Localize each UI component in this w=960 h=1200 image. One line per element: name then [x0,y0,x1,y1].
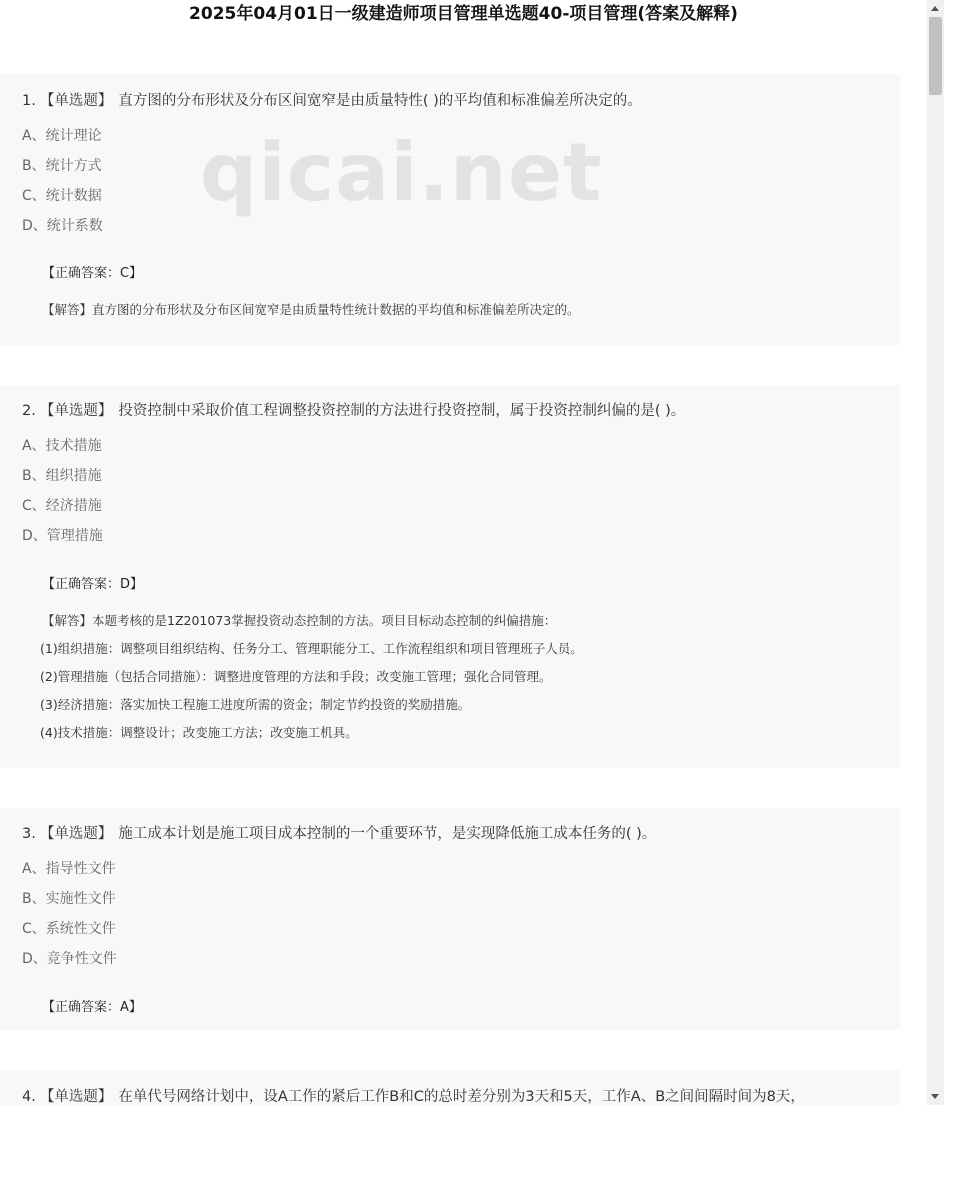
explanation-measure: (3)经济措施：落实加快工程施工进度所需的资金；制定节约投资的奖励措施。 [40,697,471,712]
question-card [0,385,900,768]
question-card [0,1070,900,1105]
question-stem [22,1087,805,1105]
explanation: 【解答】直方图的分布形状及分布区间宽窄是由质量特性统计数据的平均值和标准偏差所决定的。 [42,302,580,317]
question-type: 【单选题】 [39,826,113,842]
question-card [0,74,900,345]
question-text: 在单代号网络计划中，设A工作的紧后工作B和C的总时差分别为3天和5天，工作A、B之间间隔时间为8天， [118,1089,805,1105]
question-text: 投资控制中采取价值工程调整投资控制的方法进行投资控制，属于投资控制纠偏的是( )。 [118,403,686,419]
watermark: qicai.net [200,126,603,219]
scrollbar-thumb[interactable] [929,17,942,95]
explanation-measure: (4)技术措施：调整设计；改变施工方法；改变施工机具。 [40,725,358,740]
correct-answer: 【正确答案：A】 [42,1000,142,1015]
correct-answer: 【正确答案：D】 [42,577,144,592]
option-a[interactable]: A、指导性文件 [22,861,116,877]
option-b[interactable]: B、统计方式 [22,158,102,174]
question-stem [22,91,642,111]
question-type: 【单选题】 [39,93,113,109]
question-number: 1. [22,93,36,109]
question-stem [22,401,685,421]
option-b[interactable]: B、实施性文件 [22,891,116,907]
option-d[interactable]: D、竞争性文件 [22,951,117,967]
option-c[interactable]: C、系统性文件 [22,921,116,937]
option-d[interactable]: D、管理措施 [22,528,103,544]
question-number: 3. [22,826,36,842]
option-b[interactable]: B、组织措施 [22,468,102,484]
question-type: 【单选题】 [39,403,113,419]
question-type: 【单选题】 [39,1089,113,1105]
vertical-scrollbar[interactable] [927,0,944,1105]
option-d[interactable]: D、统计系数 [22,218,103,234]
explanation: 【解答】本题考核的是1Z201073掌握投资动态控制的方法。项目目标动态控制的纠偏措施： [42,613,557,628]
explanation-measure: (2)管理措施（包括合同措施）：调整进度管理的方法和手段；改变施工管理；强化合同管理。 [40,669,552,684]
question-number: 2. [22,403,36,419]
scroll-up-arrow-icon[interactable] [927,0,944,17]
question-stem [22,824,656,844]
question-text: 直方图的分布形状及分布区间宽窄是由质量特性( )的平均值和标准偏差所决定的。 [118,93,642,109]
question-text: 施工成本计划是施工项目成本控制的一个重要环节，是实现降低施工成本任务的( )。 [118,826,657,842]
option-a[interactable]: A、统计理论 [22,128,102,144]
question-card [0,808,900,1030]
option-c[interactable]: C、统计数据 [22,188,102,204]
option-c[interactable]: C、经济措施 [22,498,102,514]
correct-answer: 【正确答案：C】 [42,266,143,281]
scroll-down-arrow-icon[interactable] [927,1088,944,1105]
explanation-measure: (1)组织措施：调整项目组织结构、任务分工、管理职能分工、工作流程组织和项目管理班子人员。 [40,641,583,656]
question-number: 4. [22,1089,36,1105]
page-title: 2025年04月01日一级建造师项目管理单选题40-项目管理(答案及解释) [189,4,738,24]
option-a[interactable]: A、技术措施 [22,438,102,454]
